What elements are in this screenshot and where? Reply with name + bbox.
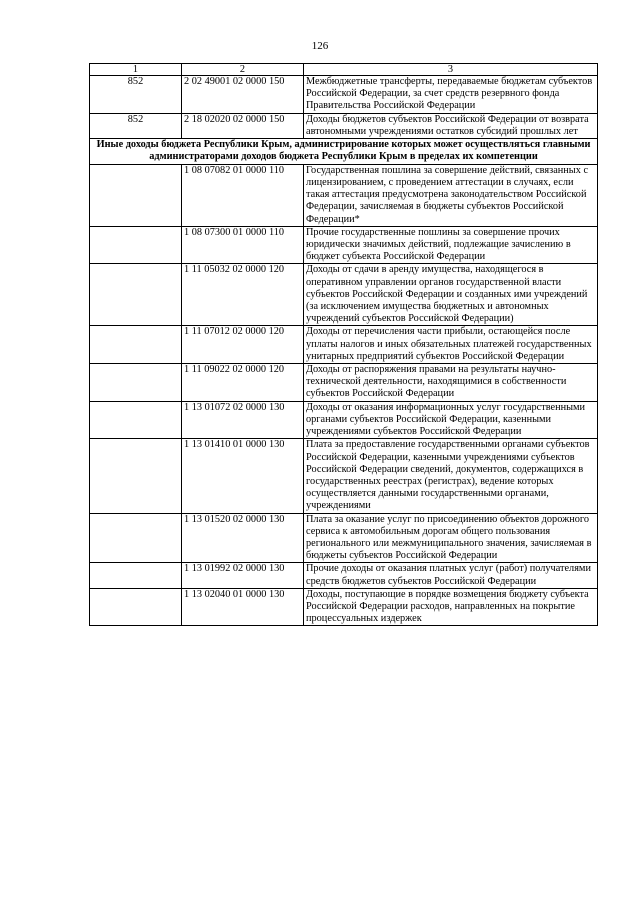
admin-code-cell [90,563,182,588]
revenue-name-cell: Государственная пошлина за совершение действий, связанных с лицензированием, с проведением аттестации в случаях, если такая аттестация предусмотрена законодательством Российской Федерации, зачисляемая в бюджеты субъектов Российской Федерации* [304,164,598,226]
admin-code-cell [90,513,182,563]
table-row [90,439,598,513]
admin-code-cell: 852 [90,76,182,114]
table-row [90,588,598,626]
table-row [90,401,598,439]
revenue-name-cell: Доходы от оказания информационных услуг государственными органами субъектов Российской Федерации, казенными учреждениями субъектов Российской Федерации [304,401,598,439]
revenue-codes-table [89,63,598,626]
revenue-code-cell: 1 13 01992 02 0000 130 [182,563,304,588]
revenue-name-cell: Доходы бюджетов субъектов Российской Федерации от возврата автономными учреждениями остатков субсидий прошлых лет [304,113,598,138]
revenue-code-cell: 1 13 02040 01 0000 130 [182,588,304,626]
header-col-1: 1 [90,64,182,76]
revenue-code-cell: 1 11 09022 02 0000 120 [182,364,304,402]
revenue-code-cell: 1 13 01520 02 0000 130 [182,513,304,563]
table-row [90,563,598,588]
table-row [90,226,598,264]
admin-code-cell [90,164,182,226]
admin-code-cell [90,264,182,326]
revenue-code-cell: 1 11 05032 02 0000 120 [182,264,304,326]
admin-code-cell [90,226,182,264]
revenue-name-cell: Межбюджетные трансферты, передаваемые бюджетам субъектов Российской Федерации, за счет средств резервного фонда Правительства Российской Федерации [304,76,598,114]
table-header-row [90,64,598,76]
header-col-2: 2 [182,64,304,76]
admin-code-cell [90,326,182,364]
revenue-code-cell: 1 08 07300 01 0000 110 [182,226,304,264]
revenue-code-cell: 2 02 49001 02 0000 150 [182,76,304,114]
revenue-name-cell: Доходы от распоряжения правами на результаты научно-технической деятельности, находящимися в собственности субъектов Российской Федерации [304,364,598,402]
revenue-code-cell: 2 18 02020 02 0000 150 [182,113,304,138]
table-row [90,364,598,402]
revenue-name-cell: Доходы от сдачи в аренду имущества, находящегося в оперативном управлении органов государственной власти субъектов Российской Федерации и созданных ими учреждений (за исключением имущества бюджетных и автономных учреждений субъектов Российской Федерации) [304,264,598,326]
revenue-code-cell: 1 11 07012 02 0000 120 [182,326,304,364]
revenue-name-cell: Плата за предоставление государственными органами субъектов Российской Федерации, казенными учреждениями субъектов Российской Федерации сведений, документов, содержащихся в государственных реестрах (регистрах), ведение которых осуществляется данными государственными органами, учреждениями [304,439,598,513]
admin-code-cell [90,439,182,513]
table-row [90,513,598,563]
revenue-name-cell: Доходы от перечисления части прибыли, остающейся после уплаты налогов и иных обязательных платежей государственных унитарных предприятий субъектов Российской Федерации [304,326,598,364]
table-row [90,113,598,138]
revenue-name-cell: Прочие государственные пошлины за совершение прочих юридически значимых действий, подлежащие зачислению в бюджет субъекта Российской Федерации [304,226,598,264]
admin-code-cell [90,588,182,626]
admin-code-cell: 852 [90,113,182,138]
revenue-name-cell: Доходы, поступающие в порядке возмещения бюджету субъекта Российской Федерации расходов, направленных на покрытие процессуальных издержек [304,588,598,626]
table-row [90,164,598,226]
admin-code-cell [90,364,182,402]
section-heading: Иные доходы бюджета Республики Крым, администрирование которых может осуществляться главными администраторами доходов бюджета Республики Крым в пределах их компетенции [90,139,598,165]
header-col-3: 3 [304,64,598,76]
revenue-name-cell: Прочие доходы от оказания платных услуг (работ) получателями средств бюджетов субъектов Российской Федерации [304,563,598,588]
section-heading-row [90,139,598,165]
table-row [90,264,598,326]
revenue-code-cell: 1 08 07082 01 0000 110 [182,164,304,226]
revenue-name-cell: Плата за оказание услуг по присоединению объектов дорожного сервиса к автомобильным дорогам общего пользования регионального или межмуниципального значения, зачисляемая в бюджеты субъектов Российской Федерации [304,513,598,563]
table-row [90,326,598,364]
admin-code-cell [90,401,182,439]
revenue-code-cell: 1 13 01072 02 0000 130 [182,401,304,439]
page-number: 126 [311,40,329,52]
revenue-code-cell: 1 13 01410 01 0000 130 [182,439,304,513]
table-row [90,76,598,114]
